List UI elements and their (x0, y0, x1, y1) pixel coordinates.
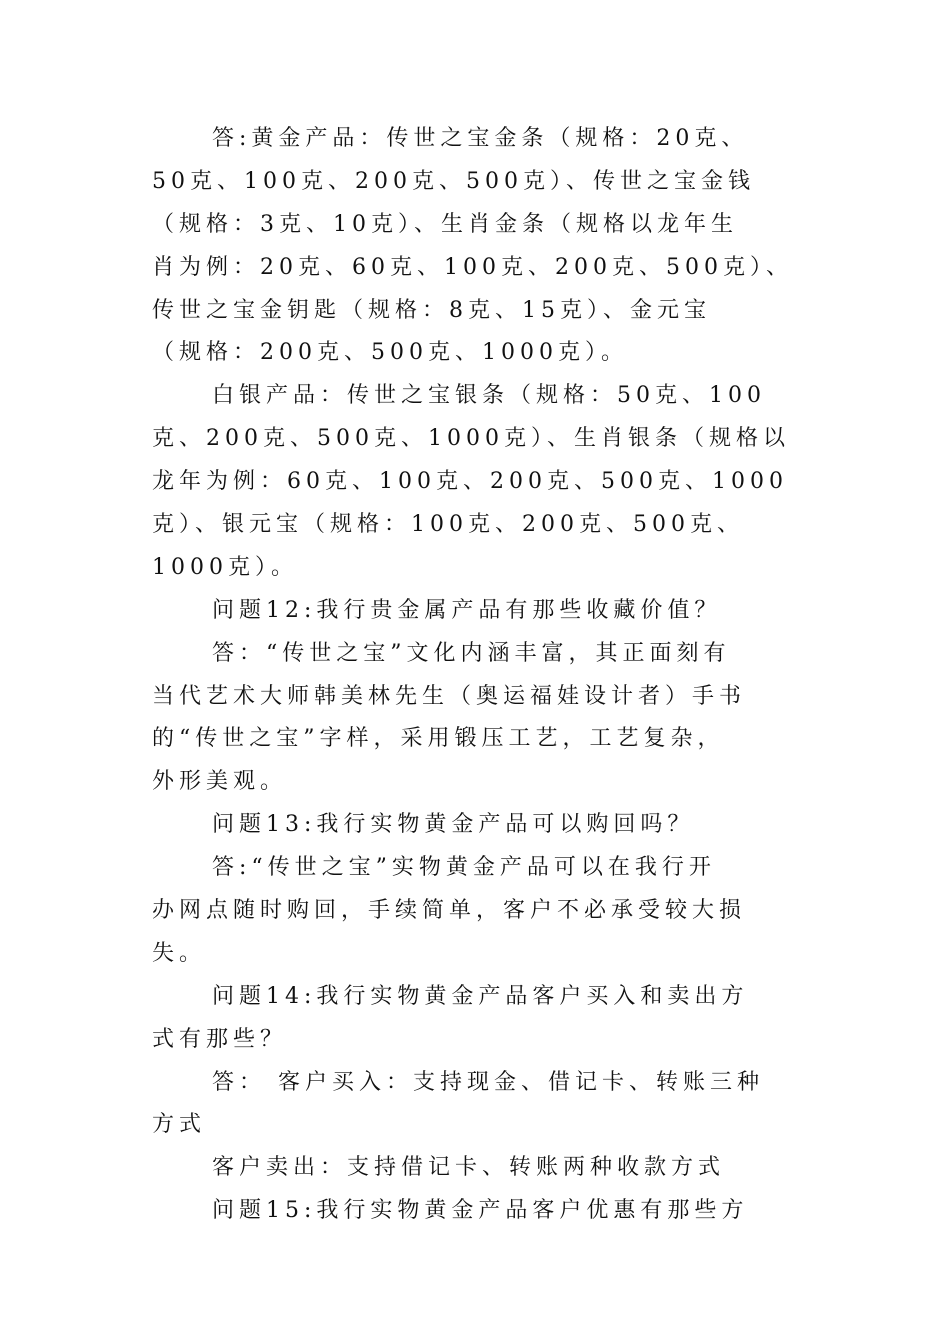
text-line: 式有那些？ (152, 1026, 288, 1052)
text-line: 答： 客户买入：支持现金、借记卡、转账三种 (212, 1069, 764, 1095)
question-heading: 问题12:我行贵金属产品有那些收藏价值？ (212, 597, 722, 623)
text-line: 当代艺术大师韩美林先生（奥运福娃设计者）手书 (152, 683, 747, 709)
text-line: （规格：3克、10克）、生肖金条（规格以龙年生 (152, 211, 738, 237)
text-line: 失。 (152, 940, 207, 966)
text-line: 克、200克、500克、1000克）、生肖银条（规格以 (152, 426, 790, 452)
question-heading: 问题13:我行实物黄金产品可以购回吗？ (212, 812, 695, 838)
text-line: 传世之宝金钥匙（规格：8克、15克）、金元宝 (152, 297, 711, 323)
text-line: 白银产品：传世之宝银条（规格：50克、100 (212, 383, 766, 409)
text-line: 的“传世之宝”字样，采用锻压工艺，工艺复杂， (152, 726, 725, 752)
text-line: 1000克）。 (152, 554, 298, 580)
question-heading: 问题15:我行实物黄金产品客户优惠有那些方 (212, 1198, 749, 1224)
text-line: 答：“传世之宝”文化内涵丰富，其正面刻有 (212, 640, 731, 666)
text-line: 龙年为例：60克、100克、200克、500克、1000 (152, 469, 788, 495)
text-line: 答:黄金产品：传世之宝金条（规格：20克、 (212, 126, 749, 151)
document-body (152, 118, 802, 1233)
text-line: 办网点随时购回，手续简单，客户不必承受较大损 (152, 898, 747, 924)
text-line: 50克、100克、200克、500克）、传世之宝金钱 (152, 168, 755, 194)
text-line: 客户卖出：支持借记卡、转账两种收款方式 (212, 1155, 726, 1181)
text-line: 外形美观。 (152, 769, 288, 795)
text-line: 方式 (152, 1112, 207, 1138)
text-line: 克）、银元宝（规格：100克、200克、500克、 (152, 512, 744, 538)
question-heading: 问题14:我行实物黄金产品客户买入和卖出方 (212, 983, 749, 1009)
text-line: 肖为例：20克、60克、100克、200克、500克）、 (152, 254, 793, 280)
text-line: （规格：200克、500克、1000克）。 (152, 340, 628, 366)
text-line: 答:“传世之宝”实物黄金产品可以在我行开 (212, 855, 716, 881)
